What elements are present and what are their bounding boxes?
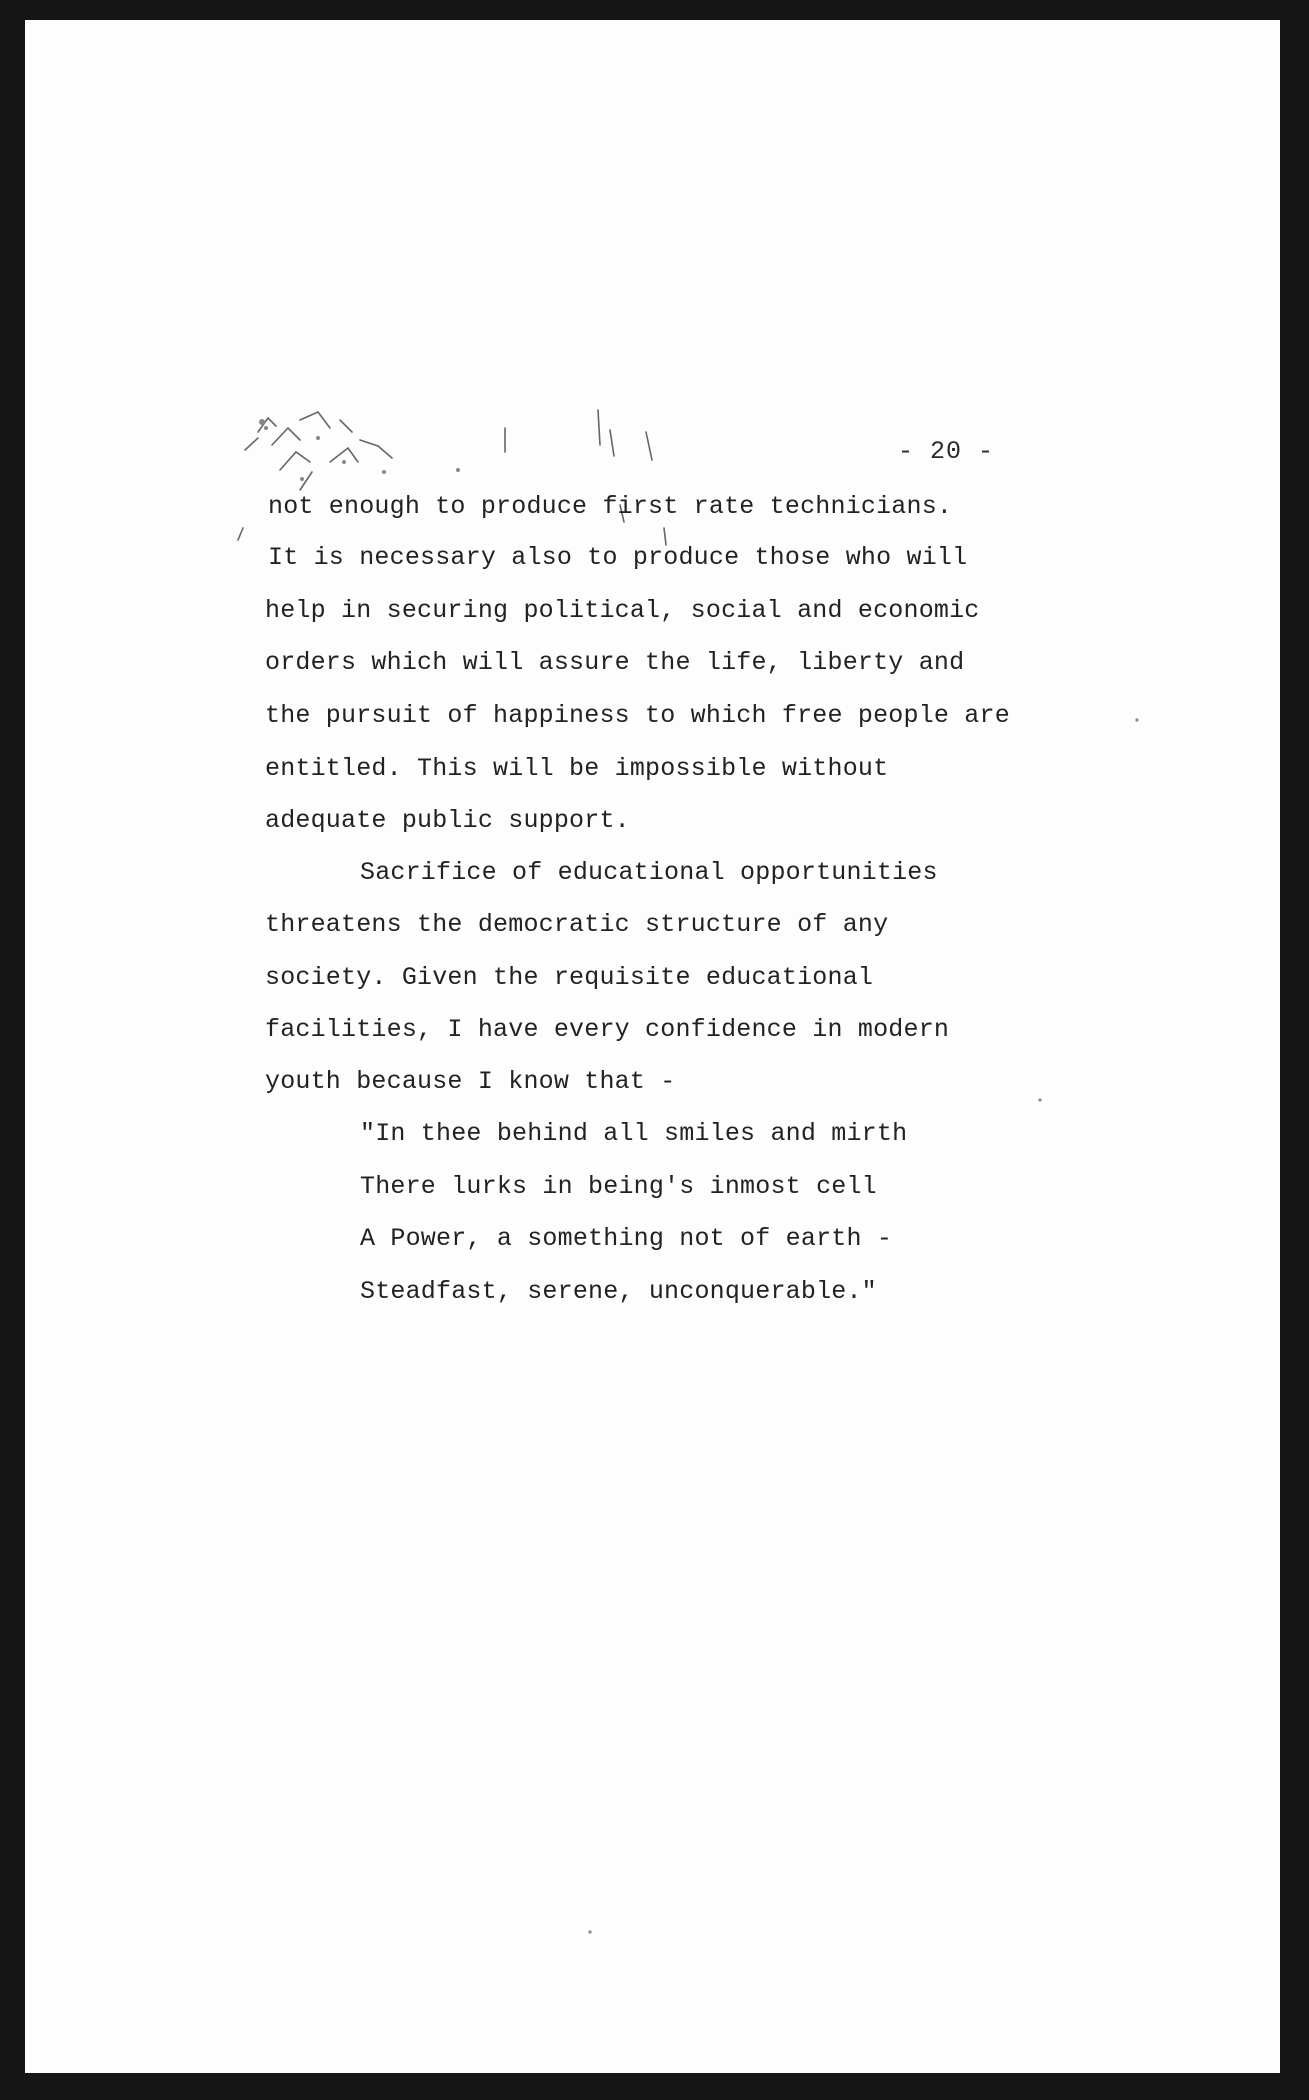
quote-line-4: Steadfast, serene, unconquerable." — [360, 1277, 877, 1306]
quote-line-1: "In thee behind all smiles and mirth — [360, 1119, 908, 1148]
typewritten-page — [25, 20, 1280, 2073]
paragraph-1-line-7: adequate public support. — [265, 806, 630, 835]
paragraph-2-line-2: threatens the democratic structure of any — [265, 910, 889, 939]
quote-line-2: There lurks in being's inmost cell — [360, 1172, 877, 1201]
paragraph-2-line-1: Sacrifice of educational opportunities — [360, 858, 938, 887]
paragraph-1-line-1: not enough to produce first rate technicians. — [268, 492, 953, 521]
paragraph-2-line-5: youth because I know that - — [265, 1067, 676, 1096]
paragraph-1-line-6: entitled. This will be impossible without — [265, 754, 889, 783]
quote-line-3: A Power, a something not of earth - — [360, 1224, 893, 1253]
paragraph-2-line-3: society. Given the requisite educational — [265, 963, 874, 992]
paragraph-1-line-5: the pursuit of happiness to which free people are — [265, 701, 1010, 730]
paragraph-1-line-3: help in securing political, social and economic — [265, 596, 980, 625]
paragraph-1-line-4: orders which will assure the life, liberty and — [265, 648, 965, 677]
page-number: - 20 - — [898, 437, 995, 466]
paragraph-1-line-2: It is necessary also to produce those who will — [268, 543, 968, 572]
paragraph-2-line-4: facilities, I have every confidence in modern — [265, 1015, 950, 1044]
